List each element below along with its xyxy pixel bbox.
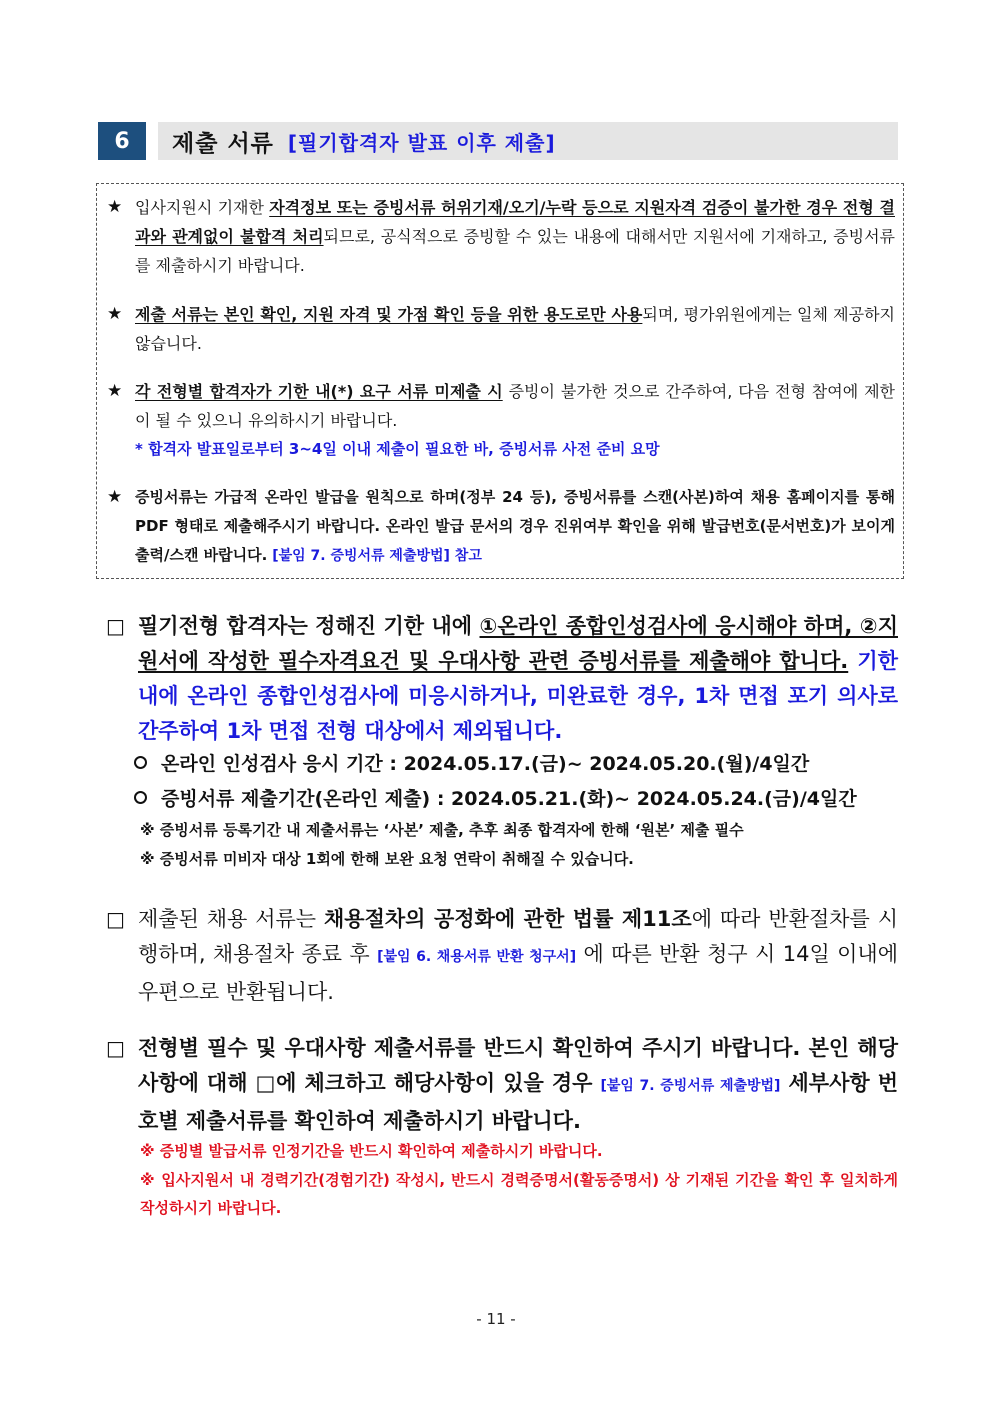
notice-item: [107, 483, 895, 571]
attachment-reference: [붙임 7. 증빙서류 제출방법] 참고: [267, 548, 482, 564]
notice-item: [107, 193, 895, 280]
para-text: 에 따른 반환 청구 시 14일 이내에 우편으로 반환됩니다.: [138, 942, 898, 1004]
section-subtitle: [필기합격자 발표 이후 제출]: [287, 130, 556, 155]
para-text: 필기전형 합격자는 정해진 기한 내에: [138, 614, 480, 638]
warning-note: ※ 입사지원서 내 경력기간(경험기간) 작성시, 반드시 경력증명서(활동증명서) 상 기재된 기간을 확인 후 일치하게 작성하시기 바랍니다.: [140, 1171, 898, 1217]
para-text: 제출된 채용 서류는: [138, 907, 325, 931]
attachment-reference: [붙임 7. 증빙서류 제출방법]: [600, 1078, 781, 1094]
star-icon: ★: [107, 304, 123, 324]
reference-note: ※ 증빙서류 등록기간 내 제출서류는 ‘사본’ 제출, 추후 최종 합격자에 한해 ‘원본’ 제출 필수: [140, 821, 744, 839]
notice-text: 되며, 평가위원에게는 일체 제공하지 않습니다.: [135, 305, 895, 353]
paragraph-online-test: [106, 609, 898, 749]
notice-footnote: * 합격자 발표일로부터 3~4일 이내 제출이 필요한 바, 증빙서류 사전 준비 요망: [135, 440, 660, 458]
notice-text: 증빙이 불가한 것으로 간주하여, 다음 전형 참여에 제한이 될 수 있으니 유의하시기 바랍니다.: [135, 382, 895, 430]
bullet-circle-icon: [134, 756, 147, 769]
paragraph-required-documents: [106, 1031, 898, 1139]
bullet-text: 온라인 인성검사 응시 기간 : 2024.05.17.(금)~ 2024.05.20.(월)/4일간: [161, 753, 810, 775]
para-emphasis: ①온라인 종합인성검사에 응시해야 하며, ②지원서에 작성한 필수자격요건 및 우대사항 관련 증빙서류를 제출해야 합니다.: [138, 614, 898, 673]
star-icon: ★: [107, 381, 123, 401]
para-text: 에 따라 반환절차를 시행하며, 채용절차 종료 후: [138, 907, 898, 966]
notice-emphasis: 제출 서류는 본인 확인, 지원 자격 및 가점 확인 등을 위한 용도로만 사용: [135, 305, 643, 324]
checkbox-square-icon: □: [106, 907, 125, 931]
reference-note: ※ 증빙서류 미비자 대상 1회에 한해 보완 요청 연락이 취해질 수 있습니다.: [140, 850, 634, 868]
paragraph-document-return: [106, 902, 898, 1010]
notice-item: [107, 300, 895, 358]
section-title-bar: [158, 122, 898, 160]
notice-item: [107, 377, 895, 464]
checkbox-square-icon: □: [106, 614, 125, 638]
section-number: 6: [98, 122, 146, 160]
notice-emphasis: 자격정보 또는 증빙서류 허위기재/오기/누락 등으로 지원자격 검증이 불가한 경우 전형 결과와 관계없이 불합격 처리: [135, 198, 895, 246]
para-text: 세부사항 번호별 제출서류를 확인하여 제출하시기 바랍니다.: [138, 1071, 899, 1133]
notice-emphasis: 증빙서류는 가급적 온라인 발급을 원칙으로 하며(정부 24 등), 증빙서류를 스캔(사본)하여 채용 홈페이지를 통해 PDF 형태로 제출해주시기 바랍니다. 온라인 발급 문서의 경우 진위여부 확인을 위해 발급번호(문서번호)가 보이게 출력/스캔 바랍니다.: [135, 488, 895, 564]
page-number: - 11 -: [476, 1310, 516, 1328]
bullet-circle-icon: [134, 791, 147, 804]
notice-box: [96, 183, 904, 579]
notice-text: 입사지원시 기재한: [135, 198, 270, 217]
notice-text: 되므로, 공식적으로 증빙할 수 있는 내용에 대해서만 지원서에 기재하고, 증빙서류를 제출하시기 바랍니다.: [135, 227, 895, 275]
section-header: [98, 122, 898, 160]
section-title: 제출 서류: [172, 130, 274, 157]
bullet-text: 증빙서류 제출기간(온라인 제출) : 2024.05.21.(화)~ 2024.05.24.(금)/4일간: [161, 788, 857, 810]
para-warning: 기한 내에 온라인 종합인성검사에 미응시하거나, 미완료한 경우, 1차 면접 포기 의사로 간주하여 1차 면접 전형 대상에서 제외됩니다.: [138, 649, 898, 743]
star-icon: ★: [107, 487, 123, 507]
warning-note: ※ 증빙별 발급서류 인정기간을 반드시 확인하여 제출하시기 바랍니다.: [140, 1142, 603, 1160]
bullet-submission-period: [134, 782, 857, 816]
para-text: 전형별 필수 및 우대사항 제출서류를 반드시 확인하여 주시기 바랍니다. 본인 해당 사항에 대해 □에 체크하고 해당사항이 있을 경우: [138, 1036, 898, 1095]
checkbox-square-icon: □: [106, 1036, 125, 1060]
star-icon: ★: [107, 197, 123, 217]
attachment-reference: [붙임 6. 채용서류 반환 청구서]: [377, 949, 577, 965]
bullet-test-period: [134, 747, 809, 781]
notice-emphasis: 각 전형별 합격자가 기한 내(*) 요구 서류 미제출 시: [135, 382, 503, 401]
para-emphasis: 채용절차의 공정화에 관한 법률 제11조: [324, 907, 692, 931]
